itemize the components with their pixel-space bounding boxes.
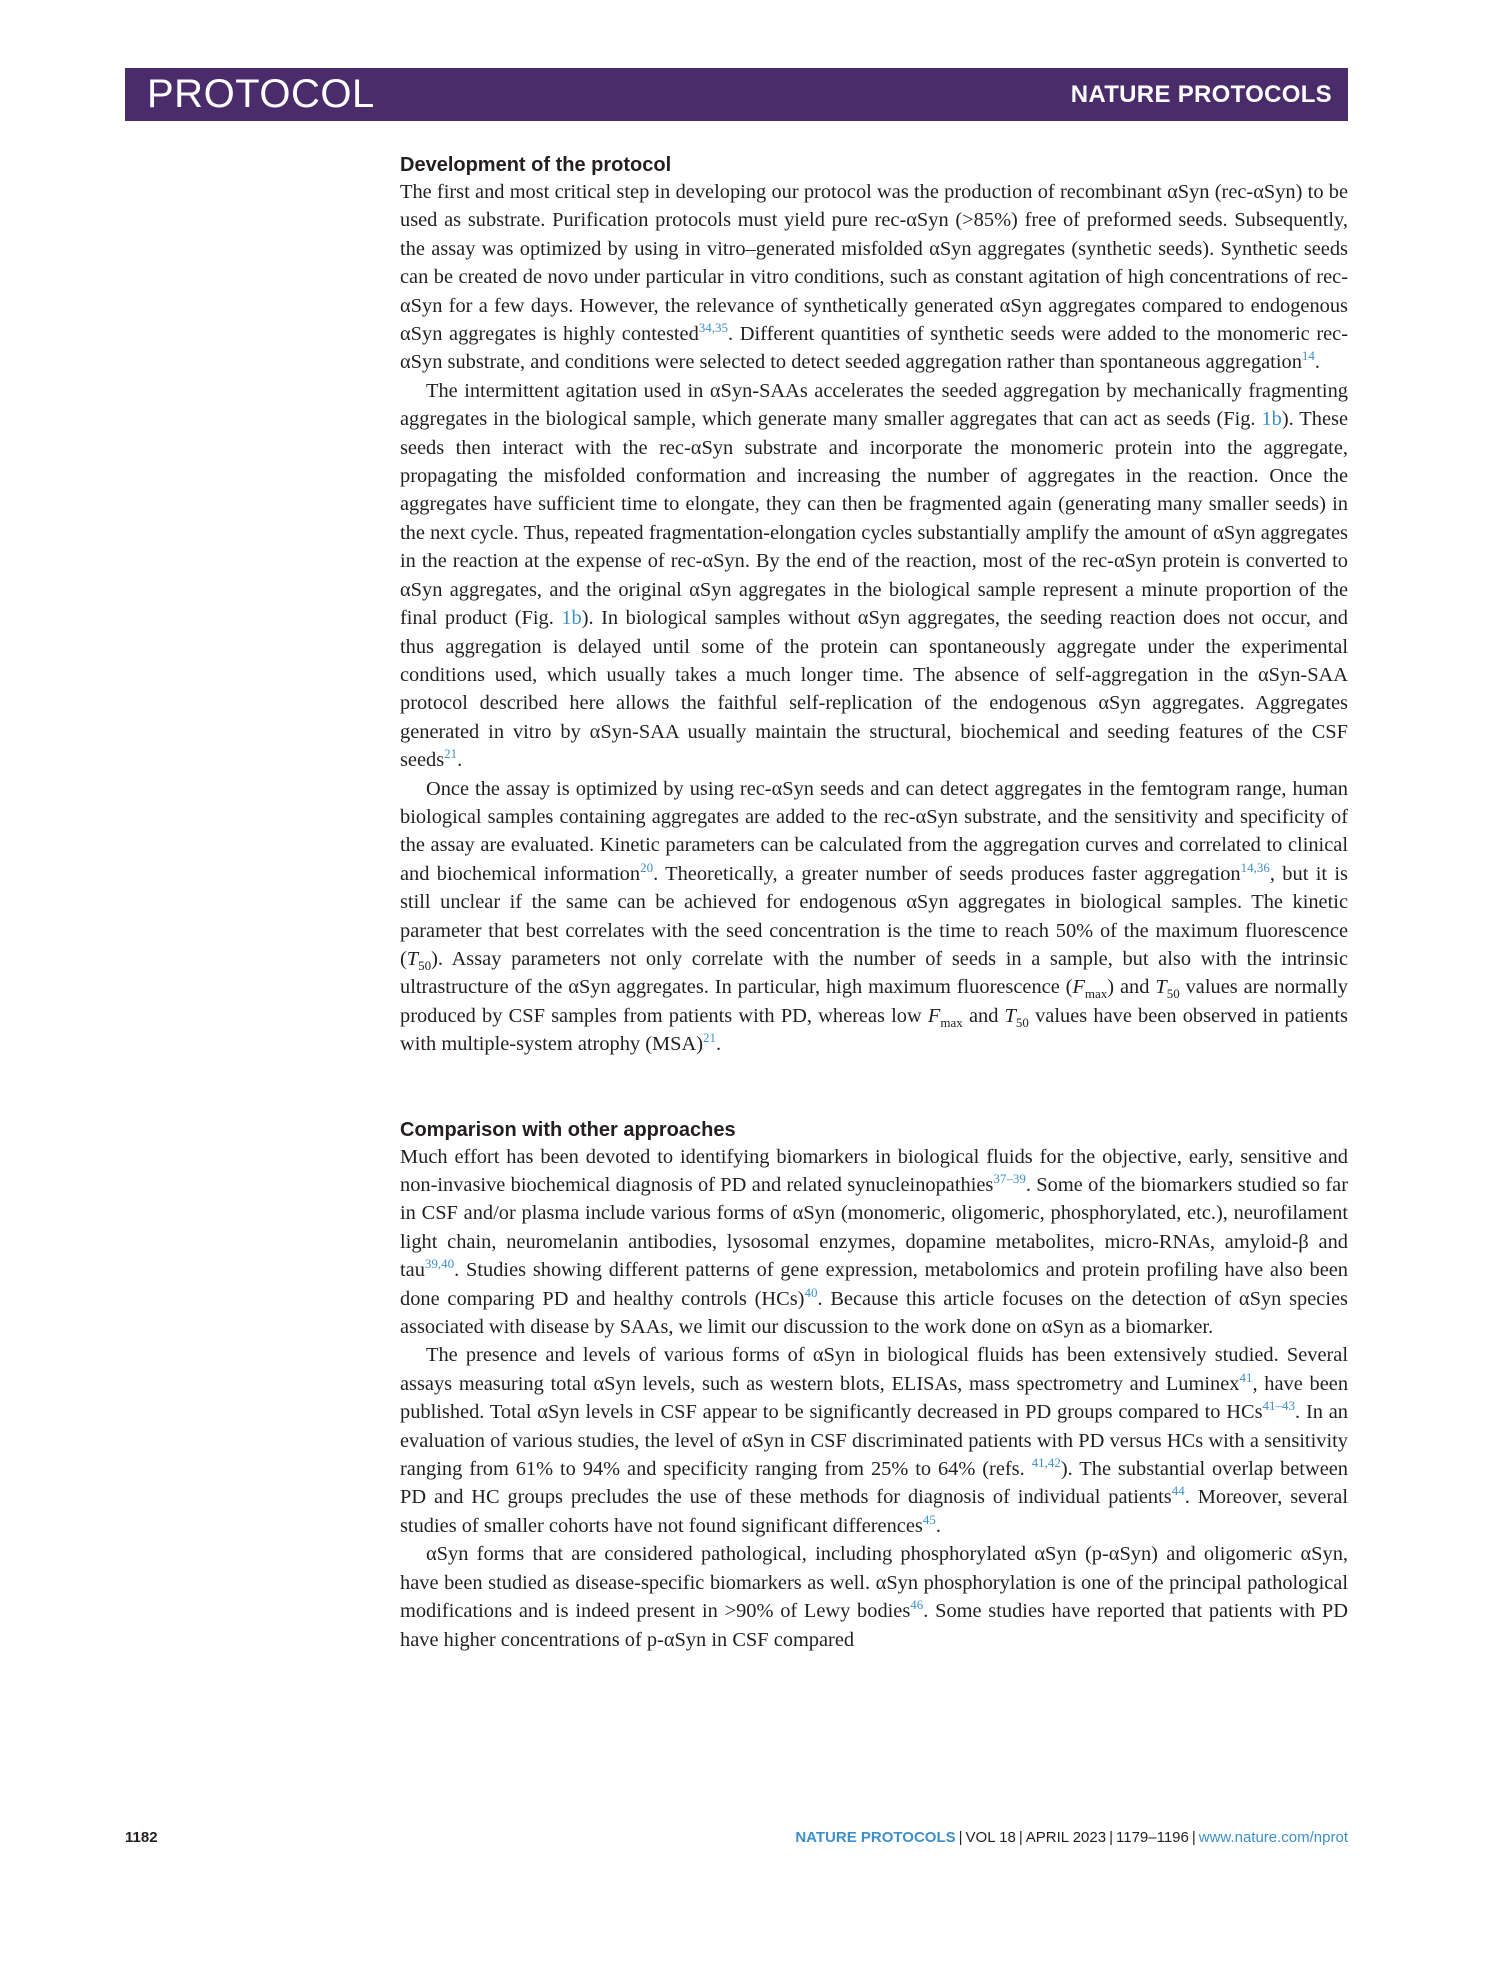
- subscript: 50: [1015, 1014, 1029, 1030]
- journal-name: NATURE PROTOCOLS: [1070, 80, 1332, 108]
- text-run: Once the assay is optimized by using rec-αSyn seeds and can detect aggregates in the femtogram range, human biological samples containing aggregates are added to the rec-αSyn substrate, and the sensitivity and specificity of the assay are evaluated. Kinetic parameters can be calculated from the aggregation curves and correlated to clinical and biochemical information: [400, 777, 1348, 885]
- separator: |: [1191, 1829, 1196, 1846]
- footer-pages: 1179–1196: [1116, 1829, 1189, 1846]
- separator: |: [1109, 1829, 1113, 1846]
- reference-link[interactable]: 41,42: [1031, 1455, 1061, 1471]
- figure-link[interactable]: 1b: [1261, 408, 1282, 431]
- subscript: max: [940, 1014, 963, 1030]
- footer-journal: NATURE PROTOCOLS: [795, 1829, 956, 1846]
- reference-link[interactable]: 14: [1301, 348, 1315, 364]
- paragraph: [400, 1540, 1348, 1654]
- section-label: PROTOCOL: [147, 72, 375, 116]
- text-run: . Theoretically, a greater number of seeds produces faster aggregation: [653, 862, 1241, 885]
- footer-url[interactable]: www.nature.com/nprot: [1198, 1829, 1348, 1846]
- text-run: . Some of the biomarkers studied so far in CSF and/or plasma include various forms of αSyn (monomeric, oligomeric, phosphorylated, etc.), neurofilament light chain, neuromelanin antibodies, lysosomal enzymes, dopamine metabolites, micro-RNAs, amyloid-β and tau: [400, 1174, 1349, 1282]
- subscript: max: [1084, 986, 1108, 1002]
- italic-symbol: F: [1072, 976, 1085, 999]
- header-bar: [125, 68, 1348, 121]
- reference-link[interactable]: 40: [804, 1284, 818, 1300]
- italic-symbol: F: [927, 1004, 941, 1027]
- text-run: . Moreover, several studies of smaller cohorts have not found significant differences: [400, 1486, 1348, 1537]
- text-run: .: [1314, 351, 1321, 374]
- text-run: values have been observed in patients with multiple-system atrophy (MSA): [400, 1004, 1348, 1056]
- paragraph: [400, 1143, 1348, 1342]
- reference-link[interactable]: 21: [444, 746, 458, 762]
- text-run: ). In biological samples without αSyn aggregates, the seeding reaction does not occur, and thus aggregation is delayed until some of the protein can spontaneously aggregate under the experimental conditions used, which usually takes a much longer time. The absence of self-aggregation in the αSyn-SAA protocol described here allows the faithful self-replication of the endogenous αSyn aggregates. Aggregates generated in vitro by αSyn-SAA usually maintain the structural, biochemical and seeding features of the CSF seeds: [400, 607, 1348, 772]
- figure-link[interactable]: 1b: [561, 607, 582, 630]
- text-run: The first and most critical step in developing our protocol was the production of recombinant αSyn (rec-αSyn) to be used as substrate. Purification protocols must yield pure rec-αSyn (>85%) free of preformed seeds. Subsequently, the assay was optimized by using in vitro–generated misfolded αSyn aggregates (synthetic seeds). Synthetic seeds can be created de novo under particular in vitro conditions, such as constant agitation of high concentrations of rec-αSyn for a few days. However, the relevance of synthetically generated αSyn aggregates compared to endogenous αSyn aggregates is highly contested: [400, 181, 1348, 346]
- text-run: and: [962, 1004, 1005, 1027]
- reference-link[interactable]: 39,40: [424, 1256, 455, 1272]
- reference-link[interactable]: 21: [703, 1030, 717, 1046]
- paragraph: [400, 178, 1348, 377]
- text-run: ). The substantial overlap between PD and HC groups precludes the use of these methods for diagnosis of individual patients: [400, 1458, 1348, 1509]
- subscript: 50: [418, 958, 432, 974]
- text-run: The intermittent agitation used in αSyn-SAAs accelerates the seeded aggregation by mechanically fragmenting aggregates in the biological sample, which generate many smaller aggregates that can act as seeds (Fig.: [400, 379, 1348, 431]
- reference-link[interactable]: 20: [640, 859, 654, 875]
- italic-symbol: T: [1155, 976, 1167, 999]
- text-run: . Studies showing different patterns of gene expression, metabolomics and protein profiling have also been done comparing PD and healthy controls (HCs): [400, 1259, 1348, 1310]
- text-run: . Because this article focuses on the detection of αSyn species associated with disease by SAAs, we limit our discussion to the work done on αSyn as a biomarker.: [400, 1287, 1348, 1339]
- text-run: The presence and levels of various forms of αSyn in biological fluids has been extensively studied. Several assays measuring total αSyn levels, such as western blots, ELISAs, mass spectrometry and Luminex: [400, 1344, 1348, 1395]
- page-footer: [125, 1829, 1348, 1853]
- italic-symbol: T: [406, 947, 419, 970]
- paragraph: [400, 1341, 1348, 1540]
- text-run: ). Assay parameters not only correlate with the number of seeds in a sample, but also with the intrinsic ultrastructure of the αSyn aggregates. In particular, high maximum fluorescence (: [400, 947, 1348, 999]
- text-run: . In an evaluation of various studies, the level of αSyn in CSF discriminated patients with PD versus HCs with a sensitivity ranging from 61% to 94% and specificity ranging from 25% to 64% (refs.: [400, 1401, 1348, 1481]
- citation-line: [795, 1829, 1348, 1846]
- text-run: .: [457, 749, 463, 772]
- reference-link[interactable]: 14,36: [1240, 859, 1270, 875]
- section-heading: Development of the protocol: [400, 154, 672, 176]
- page-number: 1182: [125, 1829, 158, 1846]
- separator: |: [1018, 1829, 1023, 1846]
- text-run: . Different quantities of synthetic seeds were added to the monomeric rec-αSyn substrate, and conditions were selected to detect seeded aggregation rather than spontaneous aggregation: [400, 323, 1348, 374]
- text-run: ) and: [1107, 976, 1156, 999]
- footer-volume: VOL 18: [965, 1829, 1016, 1846]
- text-run: , but it is still unclear if the same can be achieved for endogenous αSyn aggregates in biological samples. The kinetic parameter that best correlates with the seed concentration is the time to reach 50% of the maximum fluorescence (: [400, 862, 1348, 970]
- reference-link[interactable]: 41: [1239, 1370, 1253, 1386]
- italic-symbol: T: [1004, 1004, 1016, 1027]
- text-run: .: [935, 1514, 941, 1537]
- subscript: 50: [1166, 986, 1180, 1002]
- article-body: [400, 152, 1348, 1654]
- text-run: αSyn forms that are considered pathological, including phosphorylated αSyn (p-αSyn) and oligomeric αSyn, have been studied as disease-specific biomarkers as well. αSyn phosphorylation is one of the principal pathological modifications and is indeed present in >90% of Lewy bodies: [400, 1543, 1348, 1623]
- footer-date: APRIL 2023: [1025, 1829, 1107, 1846]
- reference-link[interactable]: 45: [922, 1512, 936, 1528]
- paragraph: [400, 377, 1348, 775]
- text-run: , have been published. Total αSyn levels in CSF appear to be significantly decreased in PD groups compared to HCs: [400, 1372, 1349, 1424]
- text-run: values are normally produced by CSF samples from patients with PD, whereas low: [400, 976, 1348, 1027]
- section-heading: Comparison with other approaches: [400, 1118, 736, 1141]
- reference-link[interactable]: 34,35: [698, 320, 729, 336]
- text-run: .: [716, 1033, 722, 1056]
- reference-link[interactable]: 41–43: [1262, 1398, 1296, 1414]
- reference-link[interactable]: 37–39: [993, 1171, 1026, 1187]
- reference-link[interactable]: 46: [910, 1597, 924, 1613]
- separator: |: [958, 1829, 963, 1846]
- text-run: . Some studies have reported that patients with PD have higher concentrations of p-αSyn in CSF compared: [400, 1600, 1348, 1651]
- text-run: ). These seeds then interact with the rec-αSyn substrate and incorporate the monomeric protein into the aggregate, propagating the misfolded conformation and increasing the number of aggregates in the reaction. Once the aggregates have sufficient time to elongate, they can then be fragmented again (generating many smaller seeds) in the next cycle. Thus, repeated fragmentation-elongation cycles substantially amplify the amount of αSyn aggregates in the reaction at the expense of rec-αSyn. By the end of the reaction, most of the rec-αSyn protein is converted to αSyn aggregates, and the original αSyn aggregates in the biological sample represent a minute proportion of the final product (Fig.: [400, 408, 1348, 630]
- reference-link[interactable]: 44: [1171, 1483, 1185, 1499]
- text-run: Much effort has been devoted to identifying biomarkers in biological fluids for the objective, early, sensitive and non-invasive biochemical diagnosis of PD and related synucleinopathies: [400, 1145, 1348, 1196]
- paragraph: [400, 775, 1348, 1059]
